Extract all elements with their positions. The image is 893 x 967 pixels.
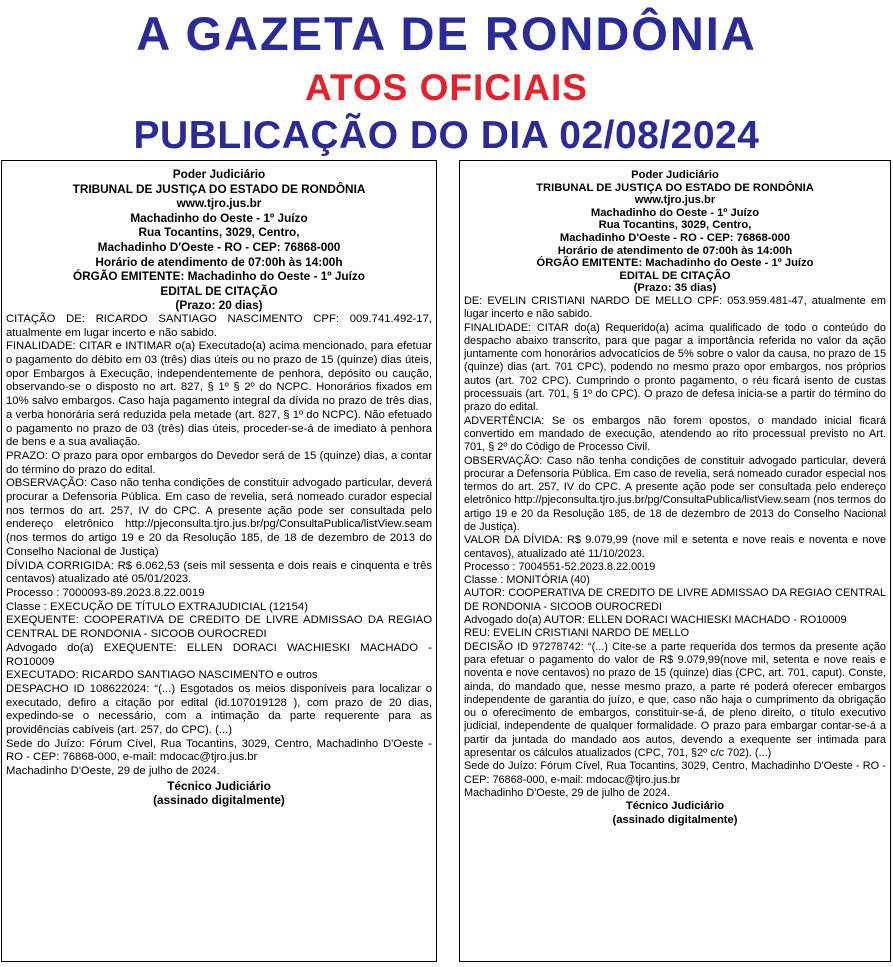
notice-deadline: (Prazo: 35 dias) xyxy=(633,282,717,295)
left-notice xyxy=(1,160,437,962)
notice-heading: EDITAL DE CITAÇÃO xyxy=(619,269,731,282)
notice-header-line: Poder Judiciário xyxy=(631,169,719,181)
notice-header-line: Machadinho do Oeste - 1º Juízo xyxy=(130,210,308,225)
signature-line: Técnico Judiciário xyxy=(625,800,725,813)
notice-deadline: (Prazo: 20 dias) xyxy=(175,298,263,313)
notice-header-line: Machadinho do Oeste - 1º Juízo xyxy=(590,206,760,219)
notice-header-line: Rua Tocantins, 3029, Centro, xyxy=(138,225,300,240)
notice-paragraph: Advogado do(a) EXEQUENTE: ELLEN DORACI WACHIESKI MACHADO - RO10009 xyxy=(6,641,432,668)
notice-paragraph: DÍVIDA CORRIGIDA: R$ 6.062,53 (seis mil sessenta e dois reais e cinquenta e três centavos) atualizado até 05/01/2023. xyxy=(6,559,432,586)
notice-paragraph: FINALIDADE: CITAR e INTIMAR o(a) Executado(a) acima mencionado, para efetuar o pagamento do débito em 03 (três) dias úteis ou no prazo de 15 (quinze) dias úteis, opor Embargos à Execução, independentemente de penhora, depósito ou caução, observando-se o disposto no art. 827, § 1º § 2º do NCPC. Honorários fixados em 10% salvo embargos. Caso haja pagamento integral da dívida no prazo de três dias, a verba honorária será reduzida pela metade (art. 827, § 1º do NCPC). Não efetuado o pagamento no prazo de 03 (três) dias úteis, proceder-se-á de imediato à penhora de bens e a sua avaliação. xyxy=(6,340,432,449)
publication-date: PUBLICAÇÃO DO DIA 02/08/2024 xyxy=(133,114,760,157)
notice-paragraph: DESPACHO ID 108622024: “(...) Esgotados os meios disponíveis para localizar o executado, defiro a citação por edital (id.107019128 ), com prazo de 20 dias, expedindo-se o necessário, com a intimação da parte requerente para as providências cabíveis (art. 257, do CPC). (...) xyxy=(6,682,432,737)
notice-paragraph: EXEQUENTE: COOPERATIVA DE CREDITO DE LIVRE ADMISSAO DA REGIAO CENTRAL DE RONDONIA - SICOOB OUROCREDI xyxy=(6,614,432,641)
notice-header-line: www.tjro.jus.br xyxy=(634,194,716,207)
notice-paragraph: VALOR DA DÍVIDA: R$ 9.079,99 (nove mil e setenta e nove reais e noventa e nove centavos), atualizado até 11/10/2023. xyxy=(464,534,886,560)
notice-paragraph: AUTOR: COOPERATIVA DE CREDITO DE LIVRE ADMISSAO DA REGIAO CENTRAL DE RONDONIA - SICOOB OUROCREDI xyxy=(464,587,886,613)
notice-paragraph: OBSERVAÇÃO: Caso não tenha condições de constituir advogado particular, deverá procurar a Defensoria Pública. Em caso de revelia, será nomeado curador especial nos termos do art. 257, IV do CPC. A presente ação pode ser consultada pelo endereço eletrônico http://pjeconsulta.tjro.jus.br/pg/ConsultaPublica/listView.seam (nos termos do artigo 19 e 20 da Resolução 185, de 18 de dezembro de 2013 do Conselho Nacional de Justiça). xyxy=(464,454,886,533)
notice-paragraph: Classe : EXECUÇÃO DE TÍTULO EXTRAJUDICIAL (12154) xyxy=(6,600,308,613)
notice-paragraph: PRAZO: O prazo para opor embargos do Devedor será de 15 (quinze) dias, a contar do término do prazo do edital. xyxy=(6,449,432,476)
notice-header-line: Rua Tocantins, 3029, Centro, xyxy=(598,219,752,232)
notice-header-line: ÓRGÃO EMITENTE: Machadinho do Oeste - 1º Juízo xyxy=(536,257,814,270)
signature-note: (assinado digitalmente) xyxy=(153,793,285,808)
notice-paragraph: REU: EVELIN CRISTIANI NARDO DE MELLO xyxy=(464,627,690,640)
notice-paragraph: CITAÇÃO DE: RICARDO SANTIAGO NASCIMENTO CPF: 009.741.492-17, atualmente em lugar incerto e não sabido. xyxy=(6,312,432,339)
notice-paragraph: Sede do Juízo: Fórum Cível, Rua Tocantins, 3029, Centro, Machadinho D'Oeste - RO - CEP: 76868-000, e-mail: mdocac@tjro.jus.br xyxy=(6,737,432,764)
notice-paragraph: ADVERTÊNCIA: Se os embargos não forem opostos, o mandado inicial ficará convertido em mandado de execução, atendendo ao rito processual previsto no Art. 701, § 2º do Código de Processo Civil. xyxy=(464,414,886,454)
notice-paragraph: EXECUTADO: RICARDO SANTIAGO NASCIMENTO e outros xyxy=(6,669,318,682)
signature-line: Técnico Judiciário xyxy=(167,778,271,793)
notice-paragraph: Classe : MONITÓRIA (40) xyxy=(464,574,590,587)
notice-header-line: ÓRGÃO EMITENTE: Machadinho do Oeste - 1º Juízo xyxy=(72,269,366,284)
notice-heading: EDITAL DE CITAÇÃO xyxy=(160,283,278,298)
notice-header-line: TRIBUNAL DE JUSTIÇA DO ESTADO DE RONDÔNIA xyxy=(72,181,366,196)
notice-paragraph: Advogado do(a) AUTOR: ELLEN DORACI WACHIESKI MACHADO - RO10009 xyxy=(464,614,847,627)
notice-header-line: Machadinho D'Oeste - RO - CEP: 76868-000 xyxy=(559,231,791,244)
notice-paragraph: DE: EVELIN CRISTIANI NARDO DE MELLO CPF: 053.959.481-47, atualmente em lugar incerto e não sabido. xyxy=(464,294,886,321)
notice-paragraph: Sede do Juízo: Fórum Cível, Rua Tocantins, 3029, Centro, Machadinho D'Oeste - RO - CEP: 76868-000, e-mail: mdocac@tjro.jus.br xyxy=(464,760,886,786)
notice-paragraph: Processo : 7004551-52.2023.8.22.0019 xyxy=(464,560,656,573)
notice-paragraph: Processo : 7000093-89.2023.8.22.0019 xyxy=(6,587,205,599)
notice-header-line: Machadinho D'Oeste - RO - CEP: 76868-000 xyxy=(97,239,341,254)
notice-paragraph: FINALIDADE: CITAR do(a) Requerido(a) acima qualificado de todo o conteúdo do despacho abaixo transcrito, para que pagar a importância referida no valor da ação juntamente com honorários advocatícios de 5% sobre o valor da causa, no prazo de 15 (quinze) dias (art. 701 CPC), podendo no mesmo prazo opor embargos, nos próprios autos (art. 702 CPC). Cumprindo o pronto pagamento, o réu ficará isento de custas processuais (art. 701, § 1º do CPC). O prazo de defesa inicia-se a partir do término do prazo do edital. xyxy=(464,321,886,414)
notice-header-line: Horário de atendimento de 07:00h às 14:00h xyxy=(557,244,793,257)
right-notice xyxy=(459,160,891,962)
masthead xyxy=(0,0,893,160)
notice-header-line: TRIBUNAL DE JUSTIÇA DO ESTADO DE RONDÔNIA xyxy=(536,181,814,194)
signature-note: (assinado digitalmente) xyxy=(612,813,738,826)
notice-paragraph: Machadinho D'Oeste, 29 de julho de 2024. xyxy=(6,765,220,778)
notice-header-line: Poder Judiciário xyxy=(172,167,266,181)
newspaper-title: A GAZETA DE RONDÔNIA xyxy=(136,7,757,60)
notice-paragraph: Machadinho D'Oeste, 29 de julho de 2024. xyxy=(464,786,671,799)
notice-header-line: Horário de atendimento de 07:00h às 14:00h xyxy=(95,254,343,269)
notice-paragraph: OBSERVAÇÃO: Caso não tenha condições de constituir advogado particular, deverá procurar a Defensoria Pública. Em caso de revelia, será nomeado curador especial nos termos do art. 257, IV do CPC. A presente ação pode ser consultada pelo endereço eletrônico http://pjeconsulta.tjro.jus.br/pg/ConsultaPublica/listView.seam (nos termos do artigo 19 e 20 da Resolução 185, de 18 de dezembro de 2013 do Conselho Nacional de Justiça) xyxy=(6,477,432,558)
notice-paragraph: DECISÃO ID 97278742: “(...) Cite-se a parte requerida dos termos da presente ação para efetuar o pagamento do valor de R$ 9.079,99(nove mil, setenta e nove reais e noventa e nove centavos) no prazo de 15 (quinze) dias (CPC, art. 701, caput). Conste, ainda, do mandado que, nesse mesmo prazo, a parte ré poderá oferecer embargos independente de garantia do juízo, e que, caso não haja o cumprimento da obrigação ou o oferecimento de embargos, constituir-se-á, de pleno direito, o título executivo judicial, independente de qualquer formalidade. O prazo para embargar contar-se-á a partir da juntada do mandado aos autos, devendo a exequente ser intimada para apresentar os cálculos atualizados (CPC, 701, §2º c/c 702). (...) xyxy=(464,640,886,760)
notice-header-line: www.tjro.jus.br xyxy=(176,196,262,211)
section-title: ATOS OFICIAIS xyxy=(305,67,588,108)
